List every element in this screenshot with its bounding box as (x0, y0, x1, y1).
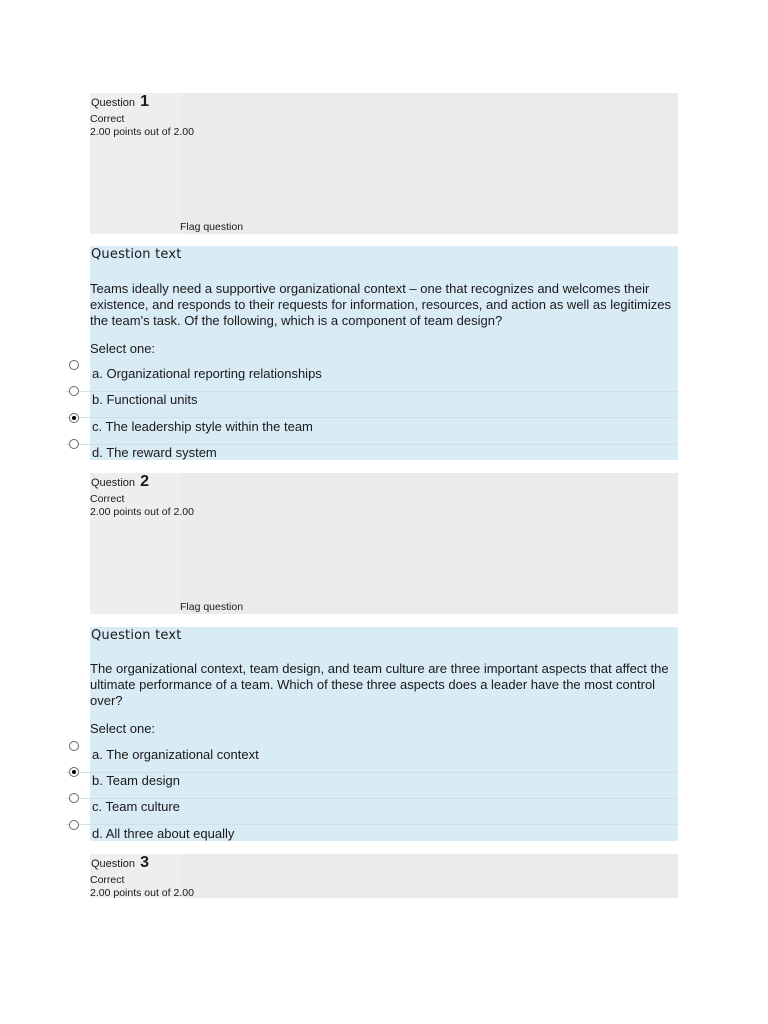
radio-button[interactable] (69, 741, 79, 751)
answer-label[interactable]: b. Functional units (92, 392, 198, 407)
radio-button[interactable] (69, 386, 79, 396)
select-one-label: Select one: (90, 721, 156, 736)
answer-option-c[interactable] (66, 420, 678, 445)
radio-button-selected[interactable] (69, 413, 79, 423)
question-number-value: 3 (140, 854, 149, 871)
question-text-heading: Question text (91, 628, 182, 643)
answer-option-b[interactable] (66, 774, 678, 799)
answer-option-c[interactable] (66, 800, 678, 825)
question-label: Question (91, 858, 136, 870)
question-state: Correct (90, 493, 125, 505)
question-1-info (90, 93, 678, 234)
select-one-label: Select one: (90, 341, 156, 356)
question-2-info (90, 473, 678, 614)
question-grade: 2.00 points out of 2.00 (90, 887, 194, 899)
answer-option-b[interactable] (66, 393, 678, 418)
answer-label[interactable]: c. The leadership style within the team (92, 419, 313, 434)
radio-button[interactable] (69, 439, 79, 449)
question-text: Teams ideally need a supportive organizational context – one that recognizes and welcomes their existence, and responds to their requests for information, resources, and action as well as legitimizes the team's task. Of the following, which is a component of team design? (90, 281, 671, 328)
answer-label[interactable]: d. All three about equally (92, 826, 235, 841)
answer-label[interactable]: b. Team design (92, 773, 180, 788)
answer-option-a[interactable] (66, 748, 678, 773)
question-number (91, 473, 149, 491)
question-text-heading: Question text (91, 247, 182, 262)
question-label: Question (91, 97, 136, 109)
radio-button-selected[interactable] (69, 767, 79, 777)
answer-label[interactable]: d. The reward system (92, 445, 217, 460)
question-number-value: 1 (140, 93, 149, 110)
question-state: Correct (90, 874, 125, 886)
question-grade: 2.00 points out of 2.00 (90, 506, 194, 518)
answer-option-a[interactable] (66, 367, 678, 392)
answer-option-d[interactable] (66, 446, 678, 470)
question-number-value: 2 (140, 473, 149, 490)
radio-button[interactable] (69, 820, 79, 830)
radio-button[interactable] (69, 360, 79, 370)
question-state: Correct (90, 113, 125, 125)
answer-label[interactable]: a. Organizational reporting relationships (92, 366, 322, 381)
flag-question-link[interactable]: Flag question (180, 601, 244, 613)
answer-option-d[interactable] (66, 827, 678, 851)
question-text: The organizational context, team design, and team culture are three important aspects that affect the ultimate performance of a team. Which of these three aspects does a leader have the most control over? (90, 661, 669, 708)
answer-label[interactable]: a. The organizational context (92, 747, 259, 762)
question-grade: 2.00 points out of 2.00 (90, 126, 194, 138)
question-label: Question (91, 477, 136, 489)
flag-question-link[interactable]: Flag question (180, 221, 244, 233)
question-number (91, 854, 149, 872)
question-3-info (90, 854, 678, 898)
question-number (91, 93, 149, 111)
answer-label[interactable]: c. Team culture (92, 799, 180, 814)
radio-button[interactable] (69, 793, 79, 803)
